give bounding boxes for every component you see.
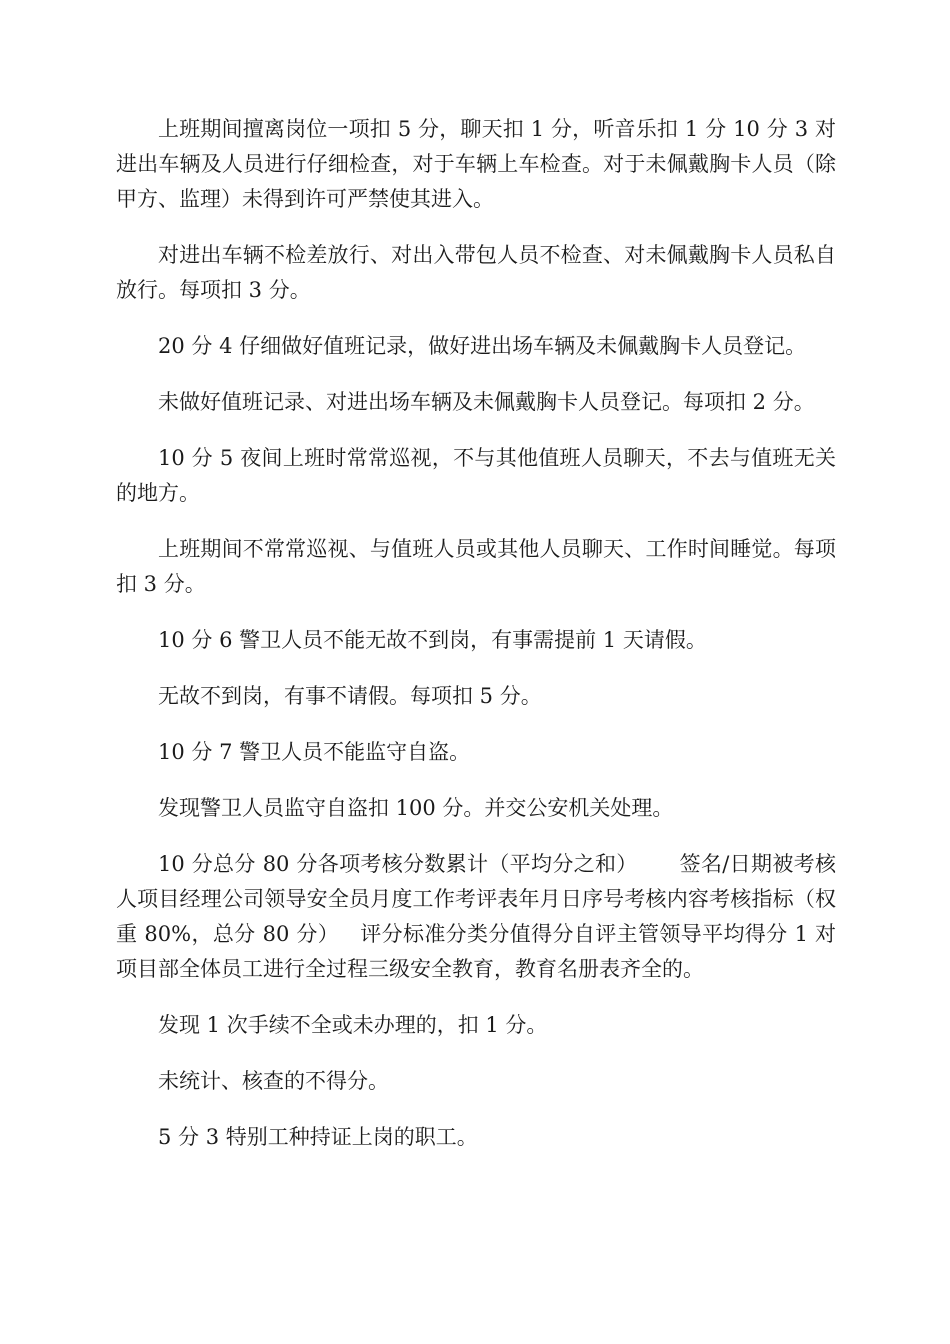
- paragraph-7: 10 分 6 警卫人员不能无故不到岗，有事需提前 1 天请假。: [158, 628, 707, 652]
- paragraph-12: 发现 1 次手续不全或未办理的，扣 1 分。: [158, 1013, 548, 1037]
- paragraph-10: 发现警卫人员监守自盗扣 100 分。并交公安机关处理。: [158, 796, 674, 820]
- paragraph-4: 未做好值班记录、对进出场车辆及未佩戴胸卡人员登记。每项扣 2 分。: [158, 390, 815, 414]
- paragraph-2: 对进出车辆不检差放行、对出入带包人员不检查、对未佩戴胸卡人员私自放行。每项扣 3 分。: [116, 243, 836, 302]
- paragraph-13: 未统计、核查的不得分。: [158, 1069, 389, 1093]
- paragraph-1: 上班期间擅离岗位一项扣 5 分，聊天扣 1 分，听音乐扣 1 分 10 分 3 对进出车辆及人员进行仔细检查，对于车辆上车检查。对于未佩戴胸卡人员（除甲方、监理）未得到许可严禁使其进入。: [116, 117, 836, 211]
- paragraph-6: 上班期间不常常巡视、与值班人员或其他人员聊天、工作时间睡觉。每项扣 3 分。: [116, 537, 836, 596]
- document-body: [116, 112, 836, 1176]
- paragraph-5: 10 分 5 夜间上班时常常巡视，不与其他值班人员聊天，不去与值班无关的地方。: [116, 446, 836, 505]
- paragraph-8: 无故不到岗，有事不请假。每项扣 5 分。: [158, 684, 542, 708]
- paragraph-3: 20 分 4 仔细做好值班记录，做好进出场车辆及未佩戴胸卡人员登记。: [158, 334, 807, 358]
- paragraph-14: 5 分 3 特别工种持证上岗的职工。: [158, 1125, 478, 1149]
- paragraph-9: 10 分 7 警卫人员不能监守自盗。: [158, 740, 471, 764]
- paragraph-11: 10 分总分 80 分各项考核分数累计（平均分之和） 签名/日期被考核人项目经理公司领导安全员月度工作考评表年月日序号考核内容考核指标（权重 80%，总分 80 分） 评分标准分类分值得分自评主管领导平均得分 1 对项目部全体员工进行全过程三级安全教育，教育名册表齐全的。: [116, 852, 836, 981]
